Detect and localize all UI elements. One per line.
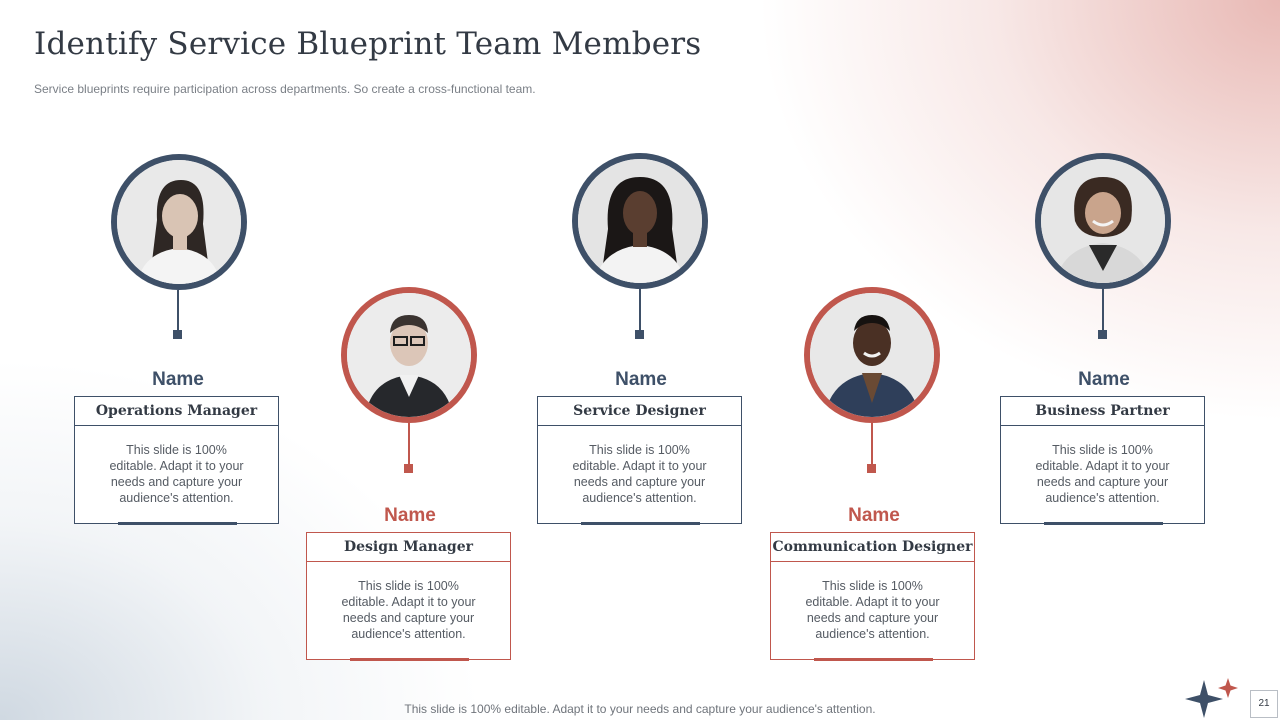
member-photo xyxy=(1035,153,1171,289)
person-photo-icon xyxy=(578,159,702,283)
member-photo xyxy=(341,287,477,423)
four-point-star-logo-icon xyxy=(1182,678,1244,718)
member-photo xyxy=(111,154,247,290)
card-accent-bar xyxy=(581,522,700,525)
connector-dot xyxy=(867,464,876,473)
connector-line xyxy=(639,289,641,331)
connector-dot xyxy=(404,464,413,473)
member-card xyxy=(537,396,742,524)
member-name: Name xyxy=(1078,369,1130,390)
member-description: This slide is 100% editable. Adapt it to your needs and capture your audience's attention. xyxy=(805,579,940,641)
member-photo xyxy=(572,153,708,289)
person-photo-icon xyxy=(117,160,241,284)
connector-dot xyxy=(1098,330,1107,339)
page-number: 21 xyxy=(1250,690,1278,718)
member-card xyxy=(74,396,279,524)
slide-footer: This slide is 100% editable. Adapt it to your needs and capture your audience's attention. xyxy=(404,702,876,716)
team-member-communication-designer xyxy=(770,0,978,720)
member-card xyxy=(770,532,975,660)
team-member-service-designer xyxy=(537,0,745,720)
card-accent-bar xyxy=(350,658,469,661)
member-description: This slide is 100% editable. Adapt it to your needs and capture your audience's attention. xyxy=(341,579,476,641)
card-accent-bar xyxy=(118,522,237,525)
connector-line xyxy=(871,423,873,465)
connector-dot xyxy=(635,330,644,339)
person-photo-icon xyxy=(810,293,934,417)
card-accent-bar xyxy=(1044,522,1163,525)
connector-line xyxy=(1102,289,1104,331)
person-photo-icon xyxy=(347,293,471,417)
connector-line xyxy=(177,290,179,332)
member-photo xyxy=(804,287,940,423)
card-accent-bar xyxy=(814,658,933,661)
connector-line xyxy=(408,423,410,465)
team-member-business-partner xyxy=(1000,0,1208,720)
member-role: Operations Manager xyxy=(75,397,278,426)
member-role: Service Designer xyxy=(538,397,741,426)
person-photo-icon xyxy=(1041,159,1165,283)
member-name: Name xyxy=(152,369,204,390)
member-name: Name xyxy=(615,369,667,390)
member-card xyxy=(306,532,511,660)
member-name: Name xyxy=(848,505,900,526)
member-description: This slide is 100% editable. Adapt it to your needs and capture your audience's attention. xyxy=(1035,443,1170,505)
member-name: Name xyxy=(384,505,436,526)
member-description: This slide is 100% editable. Adapt it to your needs and capture your audience's attention. xyxy=(572,443,707,505)
team-member-operations-manager xyxy=(74,0,282,720)
slide-title: Identify Service Blueprint Team Members xyxy=(34,26,702,62)
member-role: Communication Designer xyxy=(771,533,974,562)
slide-subtitle: Service blueprints require participation across departments. So create a cross-functional team. xyxy=(34,82,536,96)
member-description: This slide is 100% editable. Adapt it to your needs and capture your audience's attention. xyxy=(109,443,244,505)
member-role: Business Partner xyxy=(1001,397,1204,426)
member-card xyxy=(1000,396,1205,524)
member-role: Design Manager xyxy=(307,533,510,562)
team-member-design-manager xyxy=(306,0,514,720)
connector-dot xyxy=(173,330,182,339)
